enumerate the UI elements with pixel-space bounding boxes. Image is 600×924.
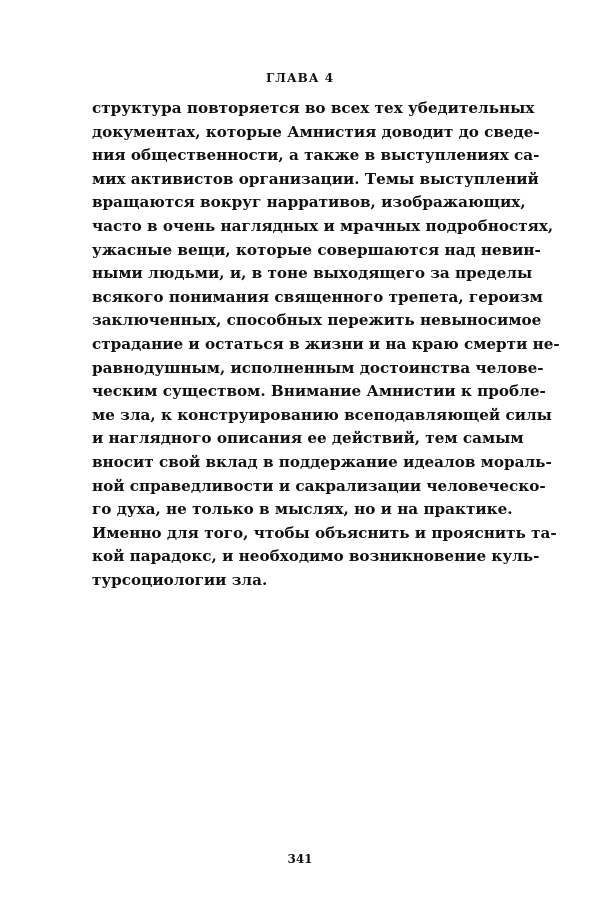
text-line: заключенных, способных пережить невыносимое <box>92 311 542 330</box>
text-line: ужасные вещи, которые совершаются над невин- <box>92 240 541 259</box>
text-line: го духа, не только в мыслях, но и на практике. <box>92 500 513 519</box>
text-line: Именно для того, чтобы объяснить и прояснить та- <box>92 523 557 542</box>
running-header: ГЛАВА 4 <box>265 71 335 85</box>
text-line: кой парадокс, и необходимо возникновение куль- <box>92 547 540 566</box>
page-number: 341 <box>287 852 313 866</box>
text-line: ными людьми, и, в тоне выходящего за пределы <box>92 264 533 283</box>
text-line: турсоциологии зла. <box>92 570 268 589</box>
text-line: мих активистов организации. Темы выступлений <box>92 169 539 188</box>
text-line: структура повторяется во всех тех убедительных <box>92 99 535 117</box>
body-text <box>92 97 560 592</box>
text-line: часто в очень наглядных и мрачных подробностях, <box>92 216 554 235</box>
text-line: равнодушным, исполненным достоинства челове- <box>92 358 544 377</box>
text-line: ной справедливости и сакрализации человеческо- <box>92 476 546 495</box>
text-line: всякого понимания священного трепета, героизм <box>92 287 543 306</box>
text-line: ме зла, к конструированию всеподавляющей силы <box>92 405 552 424</box>
text-line: документах, которые Амнистия доводит до сведе- <box>92 122 540 141</box>
text-line: вращаются вокруг нарративов, изображающих, <box>92 193 526 212</box>
text-line: ческим существом. Внимание Амнистии к пробле- <box>92 382 546 401</box>
text-line: вносит свой вклад в поддержание идеалов мораль- <box>92 452 552 471</box>
text-line: страдание и остаться в жизни и на краю смерти не- <box>92 334 560 353</box>
text-line: ния общественности, а также в выступлениях са- <box>92 146 540 165</box>
text-line: и наглядного описания ее действий, тем самым <box>92 429 524 448</box>
